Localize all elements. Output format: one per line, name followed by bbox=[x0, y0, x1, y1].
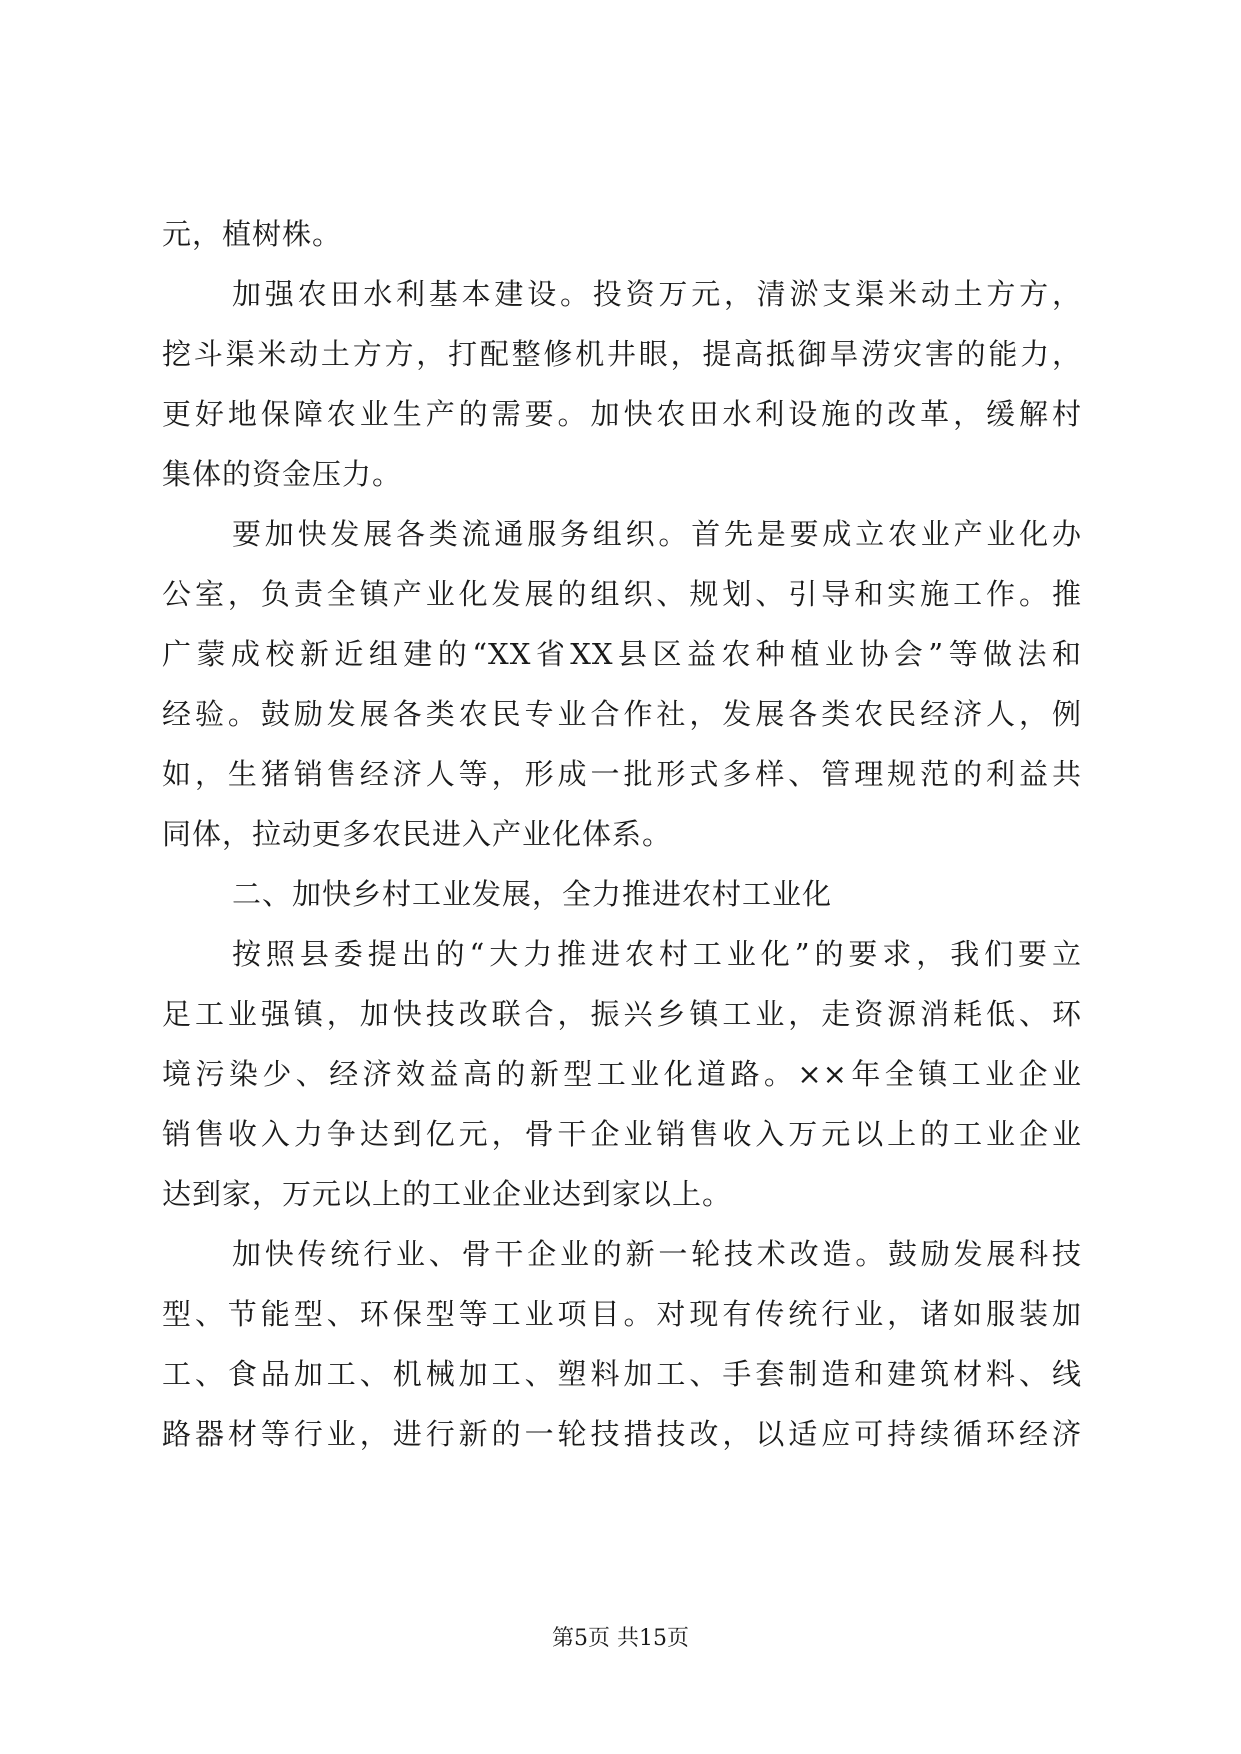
text-line: 如，生猪销售经济人等，形成一批形式多样、管理规范的利益共 bbox=[162, 757, 1082, 791]
text-line: 经验。鼓励发展各类农民专业合作社，发展各类农民经济人，例 bbox=[162, 697, 1082, 731]
text-line: 路器材等行业，进行新的一轮技措技改，以适应可持续循环经济 bbox=[162, 1417, 1082, 1451]
text-line: 境污染少、经济效益高的新型工业化道路。××年全镇工业企业 bbox=[162, 1057, 1082, 1091]
text-line: 要加快发展各类流通服务组织。首先是要成立农业产业化办 bbox=[232, 517, 1082, 551]
text-line: 销售收入力争达到亿元，骨干企业销售收入万元以上的工业企业 bbox=[162, 1117, 1082, 1151]
text-line: 挖斗渠米动土方方，打配整修机井眼，提高抵御旱涝灾害的能力， bbox=[162, 337, 1082, 371]
text-line: 型、节能型、环保型等工业项目。对现有传统行业，诸如服装加 bbox=[162, 1297, 1082, 1331]
text-line: 元，植树株。 bbox=[162, 217, 343, 251]
text-line: 集体的资金压力。 bbox=[162, 457, 403, 491]
text-line: 加快传统行业、骨干企业的新一轮技术改造。鼓励发展科技 bbox=[232, 1237, 1082, 1271]
section-heading: 二、加快乡村工业发展，全力推进农村工业化 bbox=[232, 877, 833, 911]
text-line: 按照县委提出的“大力推进农村工业化”的要求，我们要立 bbox=[232, 937, 1082, 971]
page-number-footer: 第5页 共15页 bbox=[552, 1626, 689, 1651]
text-line: 达到家，万元以上的工业企业达到家以上。 bbox=[162, 1177, 733, 1211]
text-line: 工、食品加工、机械加工、塑料加工、手套制造和建筑材料、线 bbox=[162, 1357, 1082, 1391]
text-line: 公室，负责全镇产业化发展的组织、规划、引导和实施工作。推 bbox=[162, 577, 1082, 611]
text-line: 足工业强镇，加快技改联合，振兴乡镇工业，走资源消耗低、环 bbox=[162, 997, 1082, 1031]
text-line: 同体，拉动更多农民进入产业化体系。 bbox=[162, 817, 673, 851]
text-line: 广蒙成校新近组建的“XX省XX县区益农种植业协会”等做法和 bbox=[162, 637, 1082, 671]
text-line: 加强农田水利基本建设。投资万元，清淤支渠米动土方方， bbox=[232, 277, 1082, 311]
text-line: 更好地保障农业生产的需要。加快农田水利设施的改革，缓解村 bbox=[162, 397, 1082, 431]
